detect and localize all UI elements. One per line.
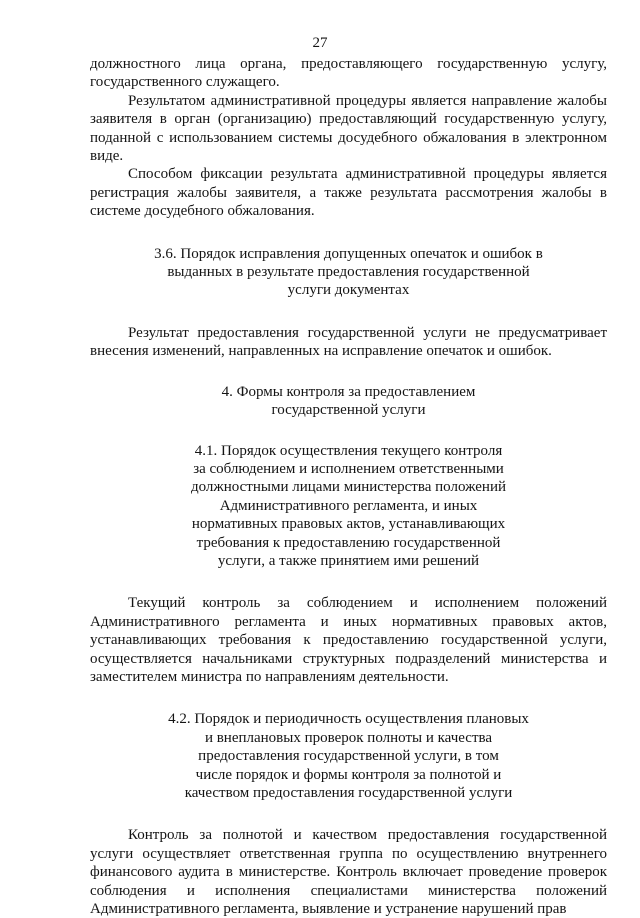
heading-line: должностными лицами министерства положений <box>190 479 507 496</box>
heading-line: нормативных правовых актов, устанавливающих <box>191 516 506 533</box>
paragraph-fixation-method: Способом фиксации результата административной процедуры является регистрация жалобы заявителя, а также результата рассмотрения жалобы в системе досудебного обжалования. <box>90 166 607 220</box>
heading-line: требования к предоставлению государственной <box>196 534 501 551</box>
section-heading-4-1 <box>90 442 607 571</box>
heading-line: и внеплановых проверок полноты и качества <box>204 729 493 746</box>
paragraph-continuation: должностного лица органа, предоставляющего государственную услугу, государственного служащего. <box>90 56 607 91</box>
heading-line: качеством предоставления государственной услуги <box>184 785 513 801</box>
section-heading-4-2 <box>90 710 607 802</box>
page-body <box>90 55 607 918</box>
heading-line: выданных в результате предоставления государственной <box>167 264 530 281</box>
paragraph-procedure-result: Результатом административной процедуры является направление жалобы заявителя в орган (организацию) предоставляющий государственную услугу, поданной с использованием системы досудебного обжалования в электронном виде. <box>90 92 607 165</box>
paragraph-current-control: Текущий контроль за соблюдением и исполнением положений Административного регламента и иных нормативных правовых актов, устанавливающих требования к предоставлению государственной услуги, осуществляется начальниками структурных подразделений министерства и заместителем министра по направлениям деятельности. <box>90 595 607 685</box>
heading-line: услуги документах <box>287 282 410 299</box>
paragraph-no-corrections: Результат предоставления государственной услуги не предусматривает внесения изменений, направленных на исправление опечаток и ошибок. <box>90 324 607 360</box>
heading-line: 3.6. Порядок исправления допущенных опечаток и ошибок в <box>154 245 543 262</box>
heading-line: 4.1. Порядок осуществления текущего контроля <box>194 442 503 459</box>
paragraph-quality-control: Контроль за полнотой и качеством предоставления государственной услуги осуществляет ответственная группа по осуществлению внутреннего финансового аудита в министерстве. Контроль включает проведение проверок соблюдения и исполнения специалистами министерства положений Административного регламента, выявление и устранение нарушений прав <box>90 827 607 918</box>
heading-line: 4. Формы контроля за предоставлением <box>221 383 476 400</box>
heading-line: Административного регламента, и иных <box>219 497 478 514</box>
heading-line: услуги, а также принятием ими решений <box>217 552 480 569</box>
heading-line: государственной услуги <box>271 402 426 419</box>
section-heading-3-6 <box>90 245 607 300</box>
page-number: 27 <box>312 35 328 51</box>
heading-line: 4.2. Порядок и периодичность осуществления плановых <box>168 711 529 728</box>
section-heading-4 <box>90 383 607 420</box>
heading-line: предоставления государственной услуги, в том <box>198 748 499 765</box>
heading-line: числе порядок и формы контроля за полнотой и <box>195 766 502 783</box>
heading-line: за соблюдением и исполнением ответственными <box>193 460 504 477</box>
